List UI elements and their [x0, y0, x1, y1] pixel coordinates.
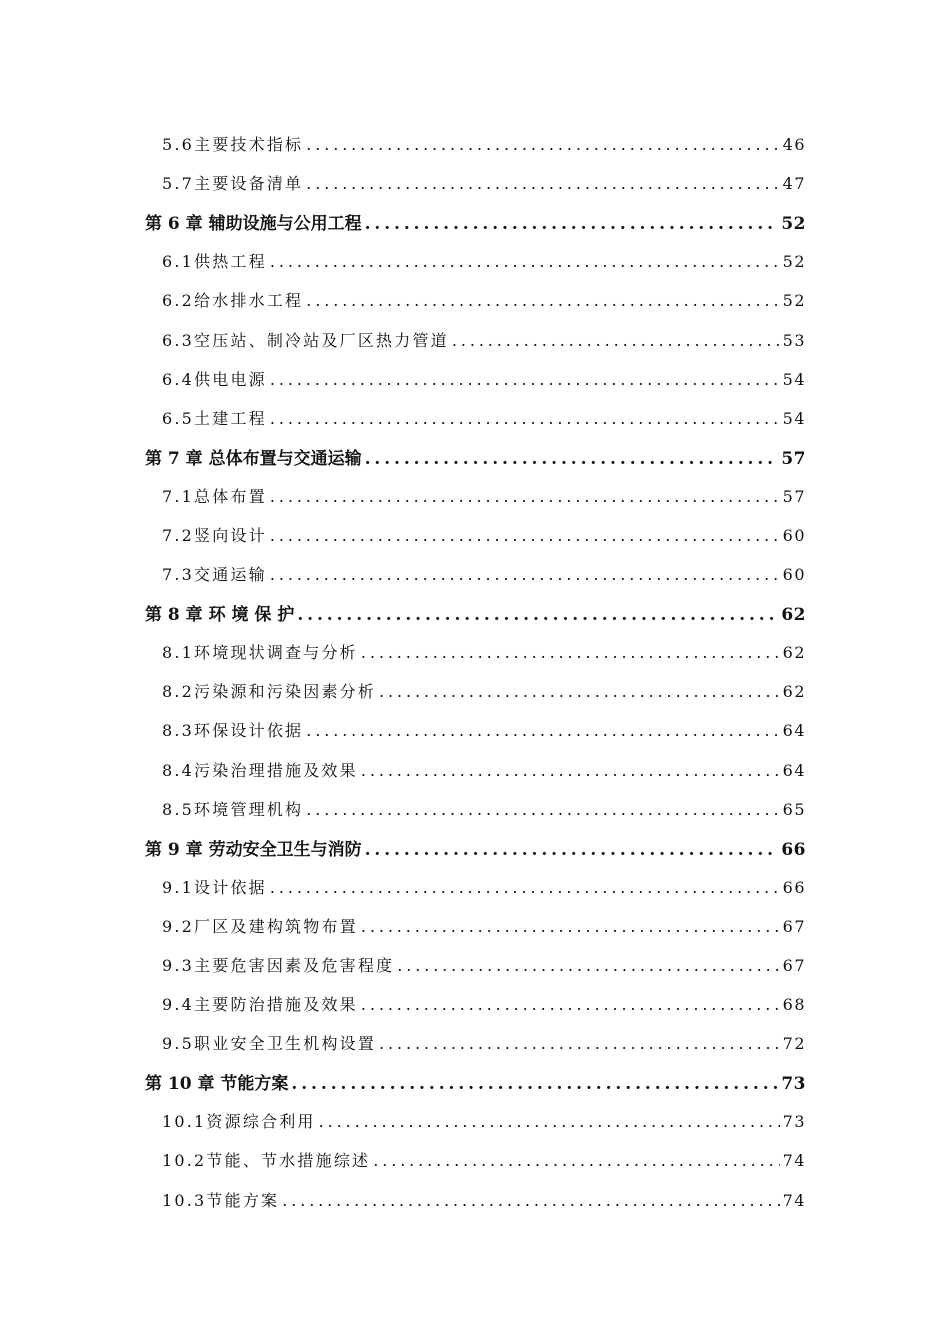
toc-page-number: 47: [782, 174, 806, 194]
toc-dot-leader: [397, 956, 779, 975]
toc-entry-title: 5.7主要设备清单: [162, 174, 304, 194]
toc-entry-title: 6.3空压站、制冷站及厂区热力管道: [162, 330, 449, 350]
toc-entry-title: 8.1环境现状调查与分析: [162, 643, 358, 663]
toc-page-number: 60: [782, 525, 806, 545]
toc-section-entry[interactable]: [0, 398, 950, 437]
toc-page-number: 74: [782, 1190, 806, 1210]
toc-dot-leader: [379, 682, 780, 701]
toc-entry-line: [162, 758, 806, 781]
toc-entry-title: 7.3交通运输: [162, 565, 267, 585]
toc-chapter-entry[interactable]: [0, 593, 950, 632]
toc-section-entry[interactable]: [0, 1140, 950, 1179]
toc-entry-title: 8.3环保设计依据: [162, 721, 304, 741]
toc-page-number: 65: [782, 799, 806, 819]
toc-entry-line: [162, 484, 806, 507]
toc-page-number: 57: [781, 448, 806, 469]
toc-section-entry[interactable]: [0, 671, 950, 710]
toc-page-number: 52: [781, 214, 806, 235]
toc-dot-leader: [373, 1151, 779, 1170]
toc-entry-title: 第 7 章 总体布置与交通运输: [145, 448, 362, 469]
toc-entry-line: [162, 367, 806, 390]
toc-section-entry[interactable]: [0, 1023, 950, 1062]
toc-section-entry[interactable]: [0, 945, 950, 984]
toc-chapter-entry[interactable]: [0, 1062, 950, 1101]
toc-page-number: 54: [782, 369, 806, 389]
toc-entry-line: [162, 406, 806, 429]
toc-entry-line: [162, 992, 806, 1015]
toc-entry-title: 6.4供电电源: [162, 369, 267, 389]
toc-entry-line: [162, 1148, 806, 1171]
toc-entry-line: [162, 132, 806, 155]
toc-entry-title: 9.4主要防治措施及效果: [162, 995, 358, 1015]
toc-dot-leader: [361, 917, 780, 936]
toc-entry-line: [162, 797, 806, 820]
toc-entry-line: [162, 1031, 806, 1054]
toc-page-number: 62: [782, 682, 806, 702]
toc-entry-line: [145, 835, 806, 860]
toc-section-entry[interactable]: [0, 319, 950, 358]
toc-page-number: 62: [781, 605, 806, 626]
toc-entry-line: [162, 1188, 806, 1211]
toc-dot-leader: [306, 135, 779, 154]
toc-entry-line: [162, 249, 806, 272]
toc-section-entry[interactable]: [0, 280, 950, 319]
toc-page-number: 54: [782, 408, 806, 428]
toc-section-entry[interactable]: [0, 867, 950, 906]
toc-page-number: 53: [782, 330, 806, 350]
toc-entry-title: 10.3节能方案: [162, 1190, 280, 1210]
toc-entry-title: 第 8 章 环 境 保 护: [145, 605, 295, 626]
toc-section-entry[interactable]: [0, 359, 950, 398]
toc-entry-title: 10.1资源综合利用: [162, 1112, 316, 1132]
toc-entry-line: [162, 640, 806, 663]
toc-page-number: 68: [782, 995, 806, 1015]
toc-entry-title: 8.5环境管理机构: [162, 799, 304, 819]
toc-dot-leader: [452, 331, 780, 350]
toc-section-entry[interactable]: [0, 476, 950, 515]
toc-entry-title: 6.2给水排水工程: [162, 291, 304, 311]
toc-chapter-entry[interactable]: [0, 437, 950, 476]
toc-entry-line: [162, 328, 806, 351]
toc-page-number: 72: [782, 1034, 806, 1054]
toc-chapter-entry[interactable]: [0, 828, 950, 867]
toc-dot-leader: [361, 643, 780, 662]
toc-entry-title: 5.6主要技术指标: [162, 135, 304, 155]
toc-entry-line: [145, 1069, 806, 1094]
toc-entry-title: 第 10 章 节能方案: [145, 1074, 289, 1095]
toc-dot-leader: [270, 565, 780, 584]
toc-dot-leader: [306, 174, 779, 193]
toc-page-number: 64: [782, 760, 806, 780]
toc-dot-leader: [319, 1112, 780, 1131]
toc-entry-line: [162, 953, 806, 976]
toc-dot-leader: [306, 721, 779, 740]
toc-section-entry[interactable]: [0, 1180, 950, 1219]
toc-page-number: 66: [781, 839, 806, 860]
toc-dot-leader: [291, 1074, 778, 1094]
toc-page-number: 60: [782, 565, 806, 585]
toc-page-number: 46: [782, 135, 806, 155]
toc-dot-leader: [270, 487, 780, 506]
toc-entry-title: 10.2节能、节水措施综述: [162, 1151, 371, 1171]
table-of-contents: [0, 124, 950, 1219]
toc-page-number: 62: [782, 643, 806, 663]
toc-page-number: 52: [782, 291, 806, 311]
toc-entry-title: 6.5土建工程: [162, 408, 267, 428]
toc-page-number: 67: [782, 956, 806, 976]
toc-dot-leader: [306, 291, 779, 310]
toc-chapter-entry[interactable]: [0, 202, 950, 241]
toc-section-entry[interactable]: [0, 750, 950, 789]
toc-dot-leader: [361, 761, 780, 780]
toc-dot-leader: [365, 840, 779, 860]
toc-section-entry[interactable]: [0, 1101, 950, 1140]
toc-dot-leader: [282, 1191, 779, 1210]
toc-dot-leader: [306, 800, 779, 819]
toc-entry-title: 8.4污染治理措施及效果: [162, 760, 358, 780]
toc-entry-title: 9.3主要危害因素及危害程度: [162, 956, 395, 976]
toc-page-number: 73: [782, 1112, 806, 1132]
toc-entry-line: [162, 679, 806, 702]
toc-entry-line: [162, 1109, 806, 1132]
toc-entry-title: 8.2污染源和污染因素分析: [162, 682, 377, 702]
toc-entry-line: [162, 914, 806, 937]
toc-dot-leader: [270, 370, 780, 389]
toc-entry-line: [162, 288, 806, 311]
toc-dot-leader: [365, 214, 779, 234]
toc-page-number: 73: [781, 1074, 806, 1095]
toc-entry-line: [162, 562, 806, 585]
toc-entry-title: 9.1设计依据: [162, 877, 267, 897]
toc-entry-title: 7.2竖向设计: [162, 525, 267, 545]
toc-entry-line: [162, 171, 806, 194]
toc-page-number: 66: [782, 877, 806, 897]
toc-dot-leader: [270, 878, 780, 897]
toc-section-entry[interactable]: [0, 241, 950, 280]
toc-section-entry[interactable]: [0, 984, 950, 1023]
toc-dot-leader: [270, 252, 780, 271]
toc-page-number: 64: [782, 721, 806, 741]
toc-section-entry[interactable]: [0, 710, 950, 749]
toc-section-entry[interactable]: [0, 632, 950, 671]
toc-entry-title: 第 9 章 劳动安全卫生与消防: [145, 839, 362, 860]
toc-dot-leader: [379, 1034, 780, 1053]
toc-dot-leader: [270, 526, 780, 545]
toc-entry-line: [162, 718, 806, 741]
toc-page-number: 57: [782, 486, 806, 506]
toc-section-entry[interactable]: [0, 906, 950, 945]
toc-section-entry[interactable]: [0, 554, 950, 593]
toc-dot-leader: [361, 995, 780, 1014]
toc-entry-title: 6.1供热工程: [162, 252, 267, 272]
toc-entry-title: 9.2厂区及建构筑物布置: [162, 916, 358, 936]
toc-section-entry[interactable]: [0, 163, 950, 202]
toc-dot-leader: [365, 449, 779, 469]
toc-dot-leader: [270, 409, 780, 428]
toc-section-entry[interactable]: [0, 515, 950, 554]
toc-entry-line: [162, 875, 806, 898]
toc-section-entry[interactable]: [0, 789, 950, 828]
toc-entry-line: [145, 600, 806, 625]
toc-section-entry[interactable]: [0, 124, 950, 163]
toc-entry-line: [145, 209, 806, 234]
toc-entry-title: 第 6 章 辅助设施与公用工程: [145, 214, 362, 235]
toc-page-number: 74: [782, 1151, 806, 1171]
toc-entry-title: 9.5职业安全卫生机构设置: [162, 1034, 377, 1054]
toc-entry-line: [162, 523, 806, 546]
toc-page-number: 52: [782, 252, 806, 272]
toc-entry-line: [145, 444, 806, 469]
toc-dot-leader: [297, 605, 778, 625]
toc-page-number: 67: [782, 916, 806, 936]
toc-entry-title: 7.1总体布置: [162, 486, 267, 506]
